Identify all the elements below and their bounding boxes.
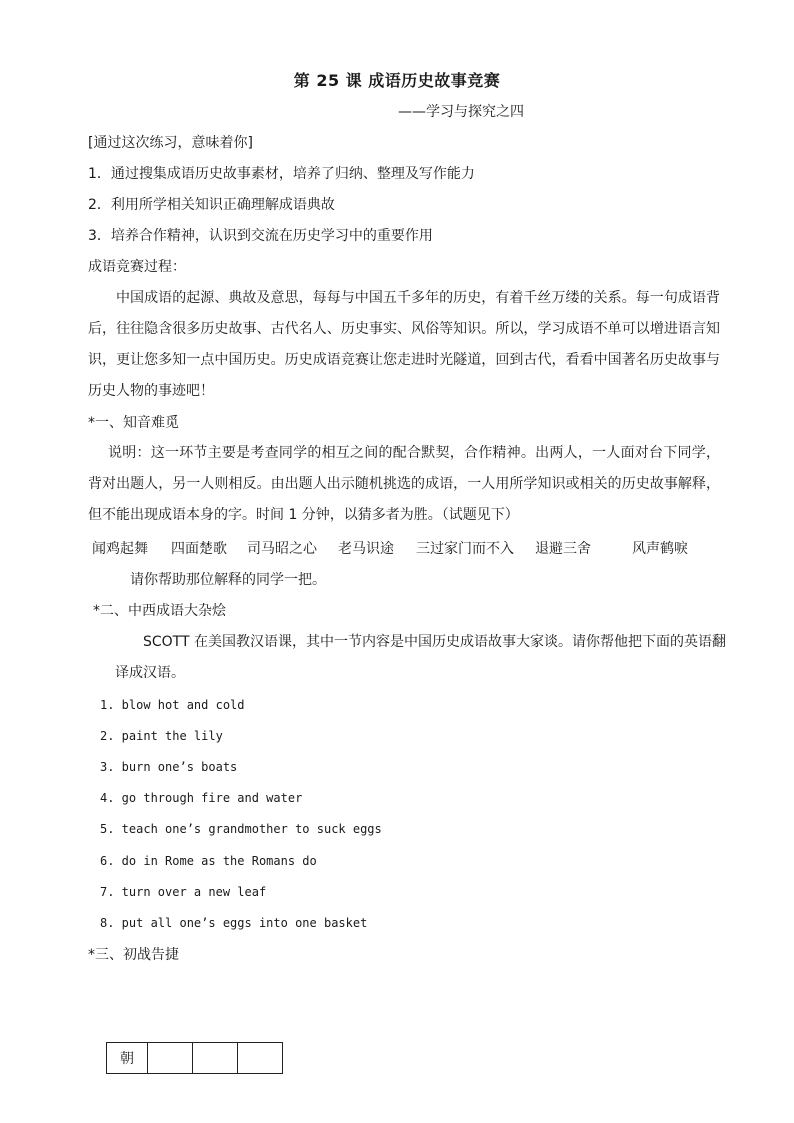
section3-heading: *三、初战告捷 [88, 947, 179, 963]
english-phrase: 7. turn over a new leaf [100, 885, 267, 899]
lesson-title: 第 25 课 成语历史故事竞赛 [293, 71, 501, 90]
section1-heading: *一、知音难觅 [88, 415, 179, 431]
idiom-item: 三过家门而不入 [416, 541, 514, 557]
english-phrase: 1. blow hot and cold [100, 698, 245, 712]
idiom-item: 退避三舍 [535, 541, 591, 557]
lesson-subtitle: ——学习与探究之四 [398, 104, 524, 120]
section2-description: SCOTT 在美国教汉语课，其中一节内容是中国历史成语故事大家谈。请你帮他把下面的英语翻 [143, 634, 726, 650]
intro-paragraph: 中国成语的起源、典故及意思，每每与中国五千多年的历史，有着千丝万缕的关系。每一句成语背后，往往隐含很多历史故事、古代名人、历史事实、风俗等知识。所以，学习成语不单可以增进语言知识，更让您多知一点中国历史。历史成语竞赛让您走进时光隧道，回到古代，看看中国著名历史故事与历史人物的事迹吧！ [88, 290, 720, 399]
objective-item: 2．利用所学相关知识正确理解成语典故 [88, 197, 335, 213]
grid-cell[interactable] [238, 1043, 283, 1074]
idiom-item: 闻鸡起舞 [92, 541, 148, 557]
section2-description-cont: 译成汉语。 [115, 665, 185, 681]
idiom-item: 司马昭之心 [247, 541, 317, 557]
objective-item: 3．培养合作精神，认识到交流在历史学习中的重要作用 [88, 228, 433, 244]
english-phrase: 3. burn one’s boats [100, 760, 238, 774]
objectives-heading: [通过这次练习，意味着你] [88, 135, 253, 151]
english-phrase: 2. paint the lily [100, 729, 223, 743]
idiom-chain-grid [106, 1042, 283, 1074]
section1-note: 请你帮助那位解释的同学一把。 [130, 572, 326, 588]
english-phrase: 8. put all one’s eggs into one basket [100, 916, 368, 930]
section2-heading: *二、中西成语大杂烩 [93, 603, 226, 619]
grid-cell: 朝 [107, 1043, 148, 1074]
idiom-item: 老马识途 [338, 541, 394, 557]
grid-cell[interactable] [148, 1043, 193, 1074]
section1-description: 说明：这一环节主要是考查同学的相互之间的配合默契，合作精神。出两人，一人面对台下同学，背对出题人，另一人则相反。由出题人出示随机挑选的成语，一人用所学知识或相关的历史故事解释，但不能出现成语本身的字。时间 1 分钟，以猜多者为胜。（试题见下） [88, 445, 720, 523]
english-phrase: 5. teach one’s grandmother to suck eggs [100, 822, 382, 836]
english-phrase: 6. do in Rome as the Romans do [100, 854, 317, 868]
idiom-item: 四面楚歌 [171, 541, 227, 557]
objective-item: 1．通过搜集成语历史故事素材，培养了归纳、整理及写作能力 [88, 166, 475, 182]
idiom-item: 风声鹤唳 [632, 541, 688, 557]
english-phrase: 4. go through fire and water [100, 791, 303, 805]
grid-cell[interactable] [193, 1043, 238, 1074]
process-heading: 成语竞赛过程： [88, 259, 186, 275]
